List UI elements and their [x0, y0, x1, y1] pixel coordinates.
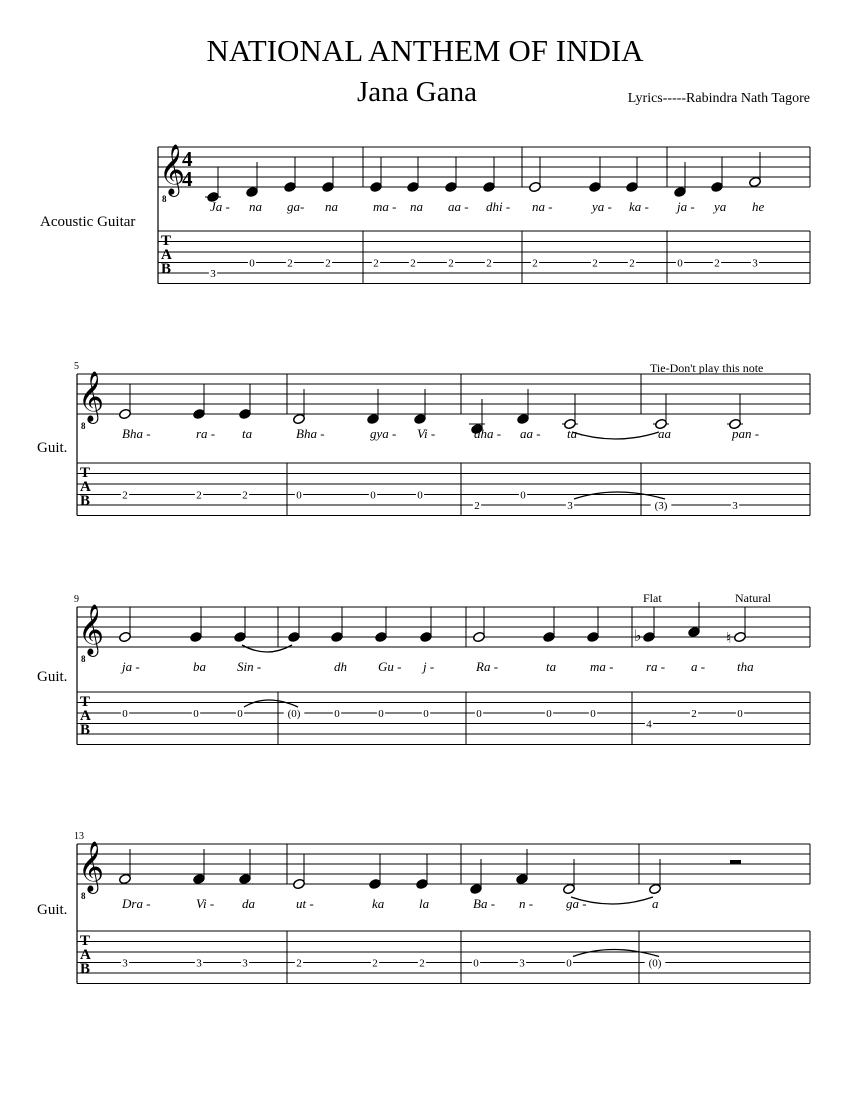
lyric-syllable: ra -	[196, 426, 216, 441]
lyric-syllable: ta	[546, 659, 557, 674]
tab-fret-number: 2	[592, 257, 598, 270]
lyric-syllable: na -	[532, 199, 553, 214]
tab-fret-number: 2	[296, 957, 302, 970]
tab-clef-letter: B	[80, 493, 91, 509]
tie-curve	[242, 645, 292, 652]
tab-fret-number: 0	[423, 708, 429, 720]
instrument-label: Guit.	[37, 440, 68, 456]
lyric-syllable: dha -	[474, 426, 502, 441]
tab-fret-number: 0	[520, 489, 526, 502]
tab-fret-number: 2	[714, 257, 720, 270]
lyric-syllable: ra -	[646, 659, 666, 674]
lyric-syllable: ya	[714, 199, 727, 214]
tab-fret-number: 0	[249, 257, 255, 270]
lyric-syllable: na	[249, 199, 262, 214]
flat-annotation: Flat	[643, 591, 662, 605]
tab-fret-number: 2	[373, 257, 379, 270]
time-sig-top: 4	[182, 147, 193, 171]
lyric-syllable: ga -	[566, 896, 587, 911]
tab-fret-number: 3	[210, 268, 216, 280]
system-2	[37, 361, 810, 516]
tab-fret-number: 0	[378, 708, 384, 720]
treble-clef-icon: 𝄞	[78, 842, 105, 891]
tab-fret-number: 2	[410, 257, 416, 270]
lyric-syllable: ma -	[590, 659, 614, 674]
treble-clef-icon: 𝄞	[159, 145, 186, 194]
lyric-syllable: Sin -	[237, 659, 262, 674]
lyric-syllable: ta	[242, 426, 253, 441]
tab-fret-number: 2	[629, 257, 635, 270]
lyric-syllable: na	[325, 199, 338, 214]
tab-fret-number: (0)	[287, 708, 301, 720]
tab-fret-number: 2	[122, 489, 128, 502]
tab-fret-number: 2	[486, 257, 492, 270]
tab-fret-number: (0)	[648, 957, 662, 970]
lyric-syllable: tha	[737, 659, 754, 674]
tab-fret-number: 2	[325, 257, 331, 270]
lyric-syllable: ka	[372, 896, 385, 911]
lyric-syllable: aa -	[448, 199, 469, 214]
lyric-syllable: n -	[519, 896, 534, 911]
tab-fret-number: 2	[448, 257, 454, 270]
measure-number: 9	[74, 594, 79, 605]
clef-octave-mark: 8	[81, 421, 86, 431]
tab-clef-letter: A	[80, 708, 91, 724]
tab-tie-curve	[244, 700, 298, 707]
tab-fret-number: 2	[287, 257, 293, 270]
tab-fret-number: 3	[567, 500, 573, 512]
tab-fret-number: (3)	[654, 500, 668, 512]
tab-fret-number: 3	[122, 957, 128, 970]
lyric-syllable: ut -	[296, 896, 314, 911]
lyric-syllable: Gu -	[378, 659, 402, 674]
tab-clef-letter: T	[80, 465, 91, 481]
lyric-syllable: Ja -	[210, 199, 230, 214]
lyric-syllable: ka -	[629, 199, 649, 214]
clef-octave-mark: 8	[81, 891, 86, 901]
tab-fret-number: 0	[737, 708, 743, 720]
lyric-syllable: na	[410, 199, 423, 214]
lyric-syllable: ga-	[287, 199, 305, 214]
lyric-syllable: Bha -	[296, 426, 325, 441]
tab-clef-letter: T	[80, 933, 91, 949]
tab-fret-number: 0	[473, 957, 479, 970]
lyric-syllable: dhi -	[486, 199, 511, 214]
half-rest	[730, 860, 741, 864]
flat-accidental: ♭	[634, 628, 642, 645]
lyric-syllable: pan -	[732, 426, 760, 441]
lyric-syllable: da	[242, 896, 255, 911]
lyric-syllable: ya -	[592, 199, 612, 214]
treble-clef-icon: 𝄞	[78, 605, 105, 654]
lyric-syllable: ma -	[373, 199, 397, 214]
lyric-syllable: ba	[193, 659, 206, 674]
tab-fret-number: 0	[476, 708, 482, 720]
instrument-label: Guit.	[37, 902, 68, 918]
lyric-syllable: Vi -	[417, 426, 436, 441]
system-3	[37, 594, 810, 745]
tab-clef-letter: T	[80, 694, 91, 710]
tab-fret-number: 0	[566, 957, 572, 970]
score-subtitle: Jana Gana	[357, 76, 477, 108]
tab-fret-number: 2	[242, 489, 248, 502]
lyric-syllable: Dra -	[122, 896, 151, 911]
tab-fret-number: 0	[334, 708, 340, 720]
tab-fret-number: 2	[372, 957, 378, 970]
tab-fret-number: 0	[546, 708, 552, 720]
tab-fret-number: 4	[646, 718, 652, 731]
tab-fret-number: 2	[532, 257, 538, 270]
lyric-syllable: ja -	[677, 199, 695, 214]
system-4	[37, 831, 810, 984]
time-sig-bottom: 4	[182, 167, 193, 191]
tab-fret-number: 0	[677, 257, 683, 270]
clef-octave-mark: 8	[162, 194, 167, 204]
tab-fret-number: 3	[242, 957, 248, 970]
lyric-syllable: a -	[691, 659, 706, 674]
tab-fret-number: 0	[296, 489, 302, 502]
tie-curve	[572, 432, 659, 439]
system-1	[40, 145, 810, 284]
natural-accidental: ♮	[726, 631, 732, 647]
tab-fret-number: 0	[122, 708, 128, 720]
tab-fret-number: 0	[590, 708, 596, 720]
measure-number: 5	[74, 361, 79, 372]
tab-fret-number: 3	[732, 500, 738, 512]
tab-clef-letter: B	[80, 961, 91, 977]
tab-tie-curve	[573, 950, 659, 957]
tab-fret-number: 3	[752, 257, 758, 270]
tab-fret-number: 2	[691, 708, 697, 720]
lyric-syllable: he	[752, 199, 765, 214]
lyric-syllable: aa	[658, 426, 671, 441]
tab-fret-number: 2	[196, 489, 202, 502]
tab-clef-letter: B	[80, 722, 91, 738]
lyric-syllable: a	[652, 896, 659, 911]
lyric-syllable: j -	[423, 659, 435, 674]
lyric-syllable: ta -	[567, 426, 585, 441]
lyric-syllable: gya -	[370, 426, 397, 441]
tab-fret-number: 2	[419, 957, 425, 970]
instrument-label: Guit.	[37, 669, 68, 685]
lyric-syllable: aa -	[520, 426, 541, 441]
lyric-syllable: Ba -	[473, 896, 496, 911]
instrument-label: Acoustic Guitar	[40, 214, 136, 230]
clef-octave-mark: 8	[81, 654, 86, 664]
lyric-syllable: Vi -	[196, 896, 215, 911]
tab-clef-letter: A	[161, 247, 172, 263]
treble-clef-icon: 𝄞	[78, 372, 105, 421]
tab-clef-letter: B	[161, 261, 172, 277]
lyric-syllable: la	[419, 896, 430, 911]
tab-clef-letter: A	[80, 479, 91, 495]
tab-fret-number: 0	[237, 708, 243, 720]
tab-clef-letter: A	[80, 947, 91, 963]
measure-number: 13	[74, 831, 84, 842]
tie-annotation: Tie-Don't play this note	[650, 361, 764, 375]
lyric-syllable: Ra -	[476, 659, 499, 674]
tab-fret-number: 0	[370, 489, 376, 502]
tab-clef-letter: T	[161, 233, 172, 249]
score-title: NATIONAL ANTHEM OF INDIA	[206, 33, 644, 68]
lyricist-credit: Lyrics-----Rabindra Nath Tagore	[627, 91, 810, 106]
natural-annotation: Natural	[735, 591, 771, 605]
lyric-syllable: dh	[334, 659, 347, 674]
tab-tie-curve	[574, 492, 665, 499]
lyric-syllable: Bha -	[122, 426, 151, 441]
tab-fret-number: 0	[417, 489, 423, 502]
tab-fret-number: 3	[519, 957, 525, 970]
tab-fret-number: 3	[196, 957, 202, 970]
lyric-syllable: ja -	[122, 659, 140, 674]
tab-fret-number: 0	[193, 708, 199, 720]
tab-fret-number: 2	[474, 500, 480, 512]
